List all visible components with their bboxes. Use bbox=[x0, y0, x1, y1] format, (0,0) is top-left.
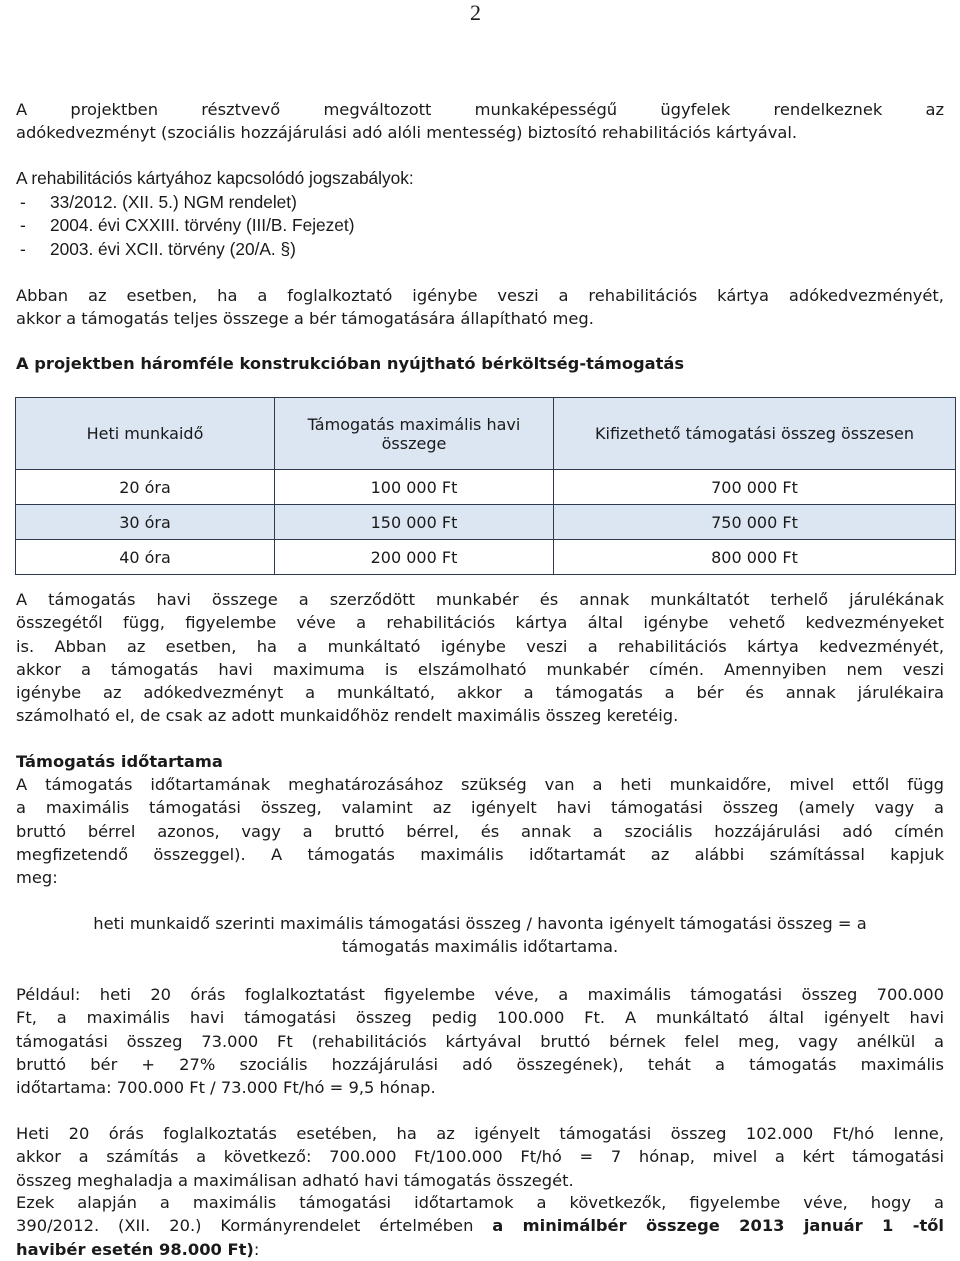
monthly-line: is. Abban az esetben, ha a munkáltató igénybe veszi a rehabilitációs kártya kedvezményét, bbox=[16, 636, 944, 656]
final-line-3: havibér esetén 98.000 Ft): bbox=[16, 1239, 260, 1259]
laws-section bbox=[16, 167, 716, 261]
cell-total: 750 000 Ft bbox=[554, 505, 956, 540]
cell-hours: 40 óra bbox=[16, 540, 275, 575]
formula-line: heti munkaidő szerinti maximális támogatási összeg / havonta igényelt támogatási összeg = a bbox=[93, 914, 867, 933]
monthly-line: számolható el, de csak az adott munkaidőhöz rendelt maximális összeg keretéig. bbox=[16, 706, 679, 726]
formula-line: támogatás maximális időtartama. bbox=[341, 937, 619, 957]
header-max-monthly: Támogatás maximális havi összege bbox=[275, 398, 554, 470]
example2-line: összeg meghaladja a maximálisan adható havi támogatás összegét. bbox=[16, 1170, 574, 1190]
cell-monthly: 150 000 Ft bbox=[275, 505, 554, 540]
final-paragraph bbox=[16, 1191, 944, 1261]
monthly-line: akkor a támogatás havi maximuma is elszámolható munkabér címén. Amennyiben nem veszi bbox=[16, 659, 944, 679]
monthly-line: igénybe az adókedvezményt a munkáltató, akkor a támogatás a bér és annak járulékaira bbox=[16, 683, 944, 703]
cell-hours: 20 óra bbox=[16, 470, 275, 505]
laws-heading: A rehabilitációs kártyához kapcsolódó jogszabályok: bbox=[16, 168, 414, 188]
duration-line: megfizetendő összeggel). A támogatás maximális időtartamát az alábbi számítással kapjuk bbox=[16, 844, 944, 864]
monthly-line: összegétől függ, figyelembe véve a rehabilitációs kártya által igénybe vehető kedvezményeket bbox=[16, 613, 944, 633]
support-table bbox=[15, 397, 956, 575]
example-line: Például: heti 20 órás foglalkoztatást figyelembe véve, a maximális támogatási összeg 700.000 bbox=[16, 985, 944, 1004]
table-row bbox=[16, 470, 956, 505]
final-line-2: 390/2012. (XII. 20.) Kormányrendelet értelmében a minimálbér összege 2013 január 1 -től bbox=[16, 1216, 945, 1236]
header-weekly-hours: Heti munkaidő bbox=[16, 398, 275, 470]
duration-line: bruttó bérrel azonos, vagy a bruttó bérrel, és annak a szociális hozzájárulási adó címén bbox=[16, 821, 944, 841]
intro-paragraph bbox=[16, 98, 944, 145]
table-header-row bbox=[16, 398, 956, 470]
example-line: időtartama: 700.000 Ft / 73.000 Ft/hó = 9,5 hónap. bbox=[16, 1078, 436, 1098]
final-line-1: Ezek alapján a maximális támogatási időtartamok a következők, figyelembe véve, hogy a bbox=[16, 1193, 944, 1212]
example-paragraph bbox=[16, 983, 944, 1099]
table-row bbox=[16, 505, 956, 540]
duration-paragraph bbox=[16, 773, 944, 889]
employer-line-2: akkor a támogatás teljes összege a bér támogatására állapítható meg. bbox=[16, 309, 594, 329]
table-row bbox=[16, 540, 956, 575]
page-number: 2 bbox=[470, 0, 481, 25]
formula bbox=[16, 912, 944, 959]
table-heading: A projektben háromféle konstrukcióban nyújtható bérköltség-támogatás bbox=[16, 354, 685, 373]
cell-total: 800 000 Ft bbox=[554, 540, 956, 575]
example-line: támogatási összeg 73.000 Ft (rehabilitációs kártyával bruttó bérnek felel meg, vagy anélkül a bbox=[16, 1031, 944, 1051]
monthly-paragraph bbox=[16, 588, 944, 728]
example2-line: akkor a számítás a következő: 700.000 Ft/100.000 Ft/hó = 7 hónap, mivel a kért támogatási bbox=[16, 1147, 944, 1167]
header-total-payable: Kifizethető támogatási összeg összesen bbox=[554, 398, 956, 470]
laws-list bbox=[16, 191, 716, 262]
duration-line: A támogatás időtartamának meghatározásához szükség van a heti munkaidőre, mivel ettől függ bbox=[16, 775, 944, 794]
cell-total: 700 000 Ft bbox=[554, 470, 956, 505]
duration-line: meg: bbox=[16, 868, 58, 888]
example2-line: Heti 20 órás foglalkoztatás esetében, ha az igényelt támogatási összeg 102.000 Ft/hó lenne, bbox=[16, 1124, 944, 1143]
law-item: - 2003. évi XCII. törvény (20/A. §) bbox=[16, 238, 716, 262]
intro-line-1: A projektben résztvevő megváltozott munkaképességű ügyfelek rendelkeznek az bbox=[16, 100, 944, 119]
law-item: - 33/2012. (XII. 5.) NGM rendelet) bbox=[16, 191, 716, 215]
duration-heading: Támogatás időtartama bbox=[16, 752, 223, 771]
cell-monthly: 200 000 Ft bbox=[275, 540, 554, 575]
employer-line-1: Abban az esetben, ha a foglalkoztató igénybe veszi a rehabilitációs kártya adókedvezményét, bbox=[16, 286, 944, 305]
dash-icon: - bbox=[20, 191, 26, 212]
example-line: Ft, a maximális havi támogatási összeg pedig 100.000 Ft. A munkáltató által igényelt havi bbox=[16, 1008, 944, 1028]
employer-paragraph bbox=[16, 284, 944, 331]
dash-icon: - bbox=[20, 215, 26, 235]
cell-monthly: 100 000 Ft bbox=[275, 470, 554, 505]
cell-hours: 30 óra bbox=[16, 505, 275, 540]
monthly-line: A támogatás havi összege a szerződött munkabér és annak munkáltatót terhelő járulékának bbox=[16, 590, 944, 609]
dash-icon: - bbox=[20, 238, 26, 259]
duration-line: a maximális támogatási összeg, valamint az igényelt havi támogatási összeg (amely vagy a bbox=[16, 798, 944, 818]
intro-line-2: adókedvezményt (szociális hozzájárulási adó alóli mentesség) biztosító rehabilitációs kártyával. bbox=[16, 123, 798, 143]
law-item: - 2004. évi CXXIII. törvény (III/B. Fejezet) bbox=[16, 214, 716, 238]
example2-paragraph bbox=[16, 1122, 944, 1192]
example-line: bruttó bér + 27% szociális hozzájárulási adó összegének), tehát a támogatás maximális bbox=[16, 1054, 944, 1074]
